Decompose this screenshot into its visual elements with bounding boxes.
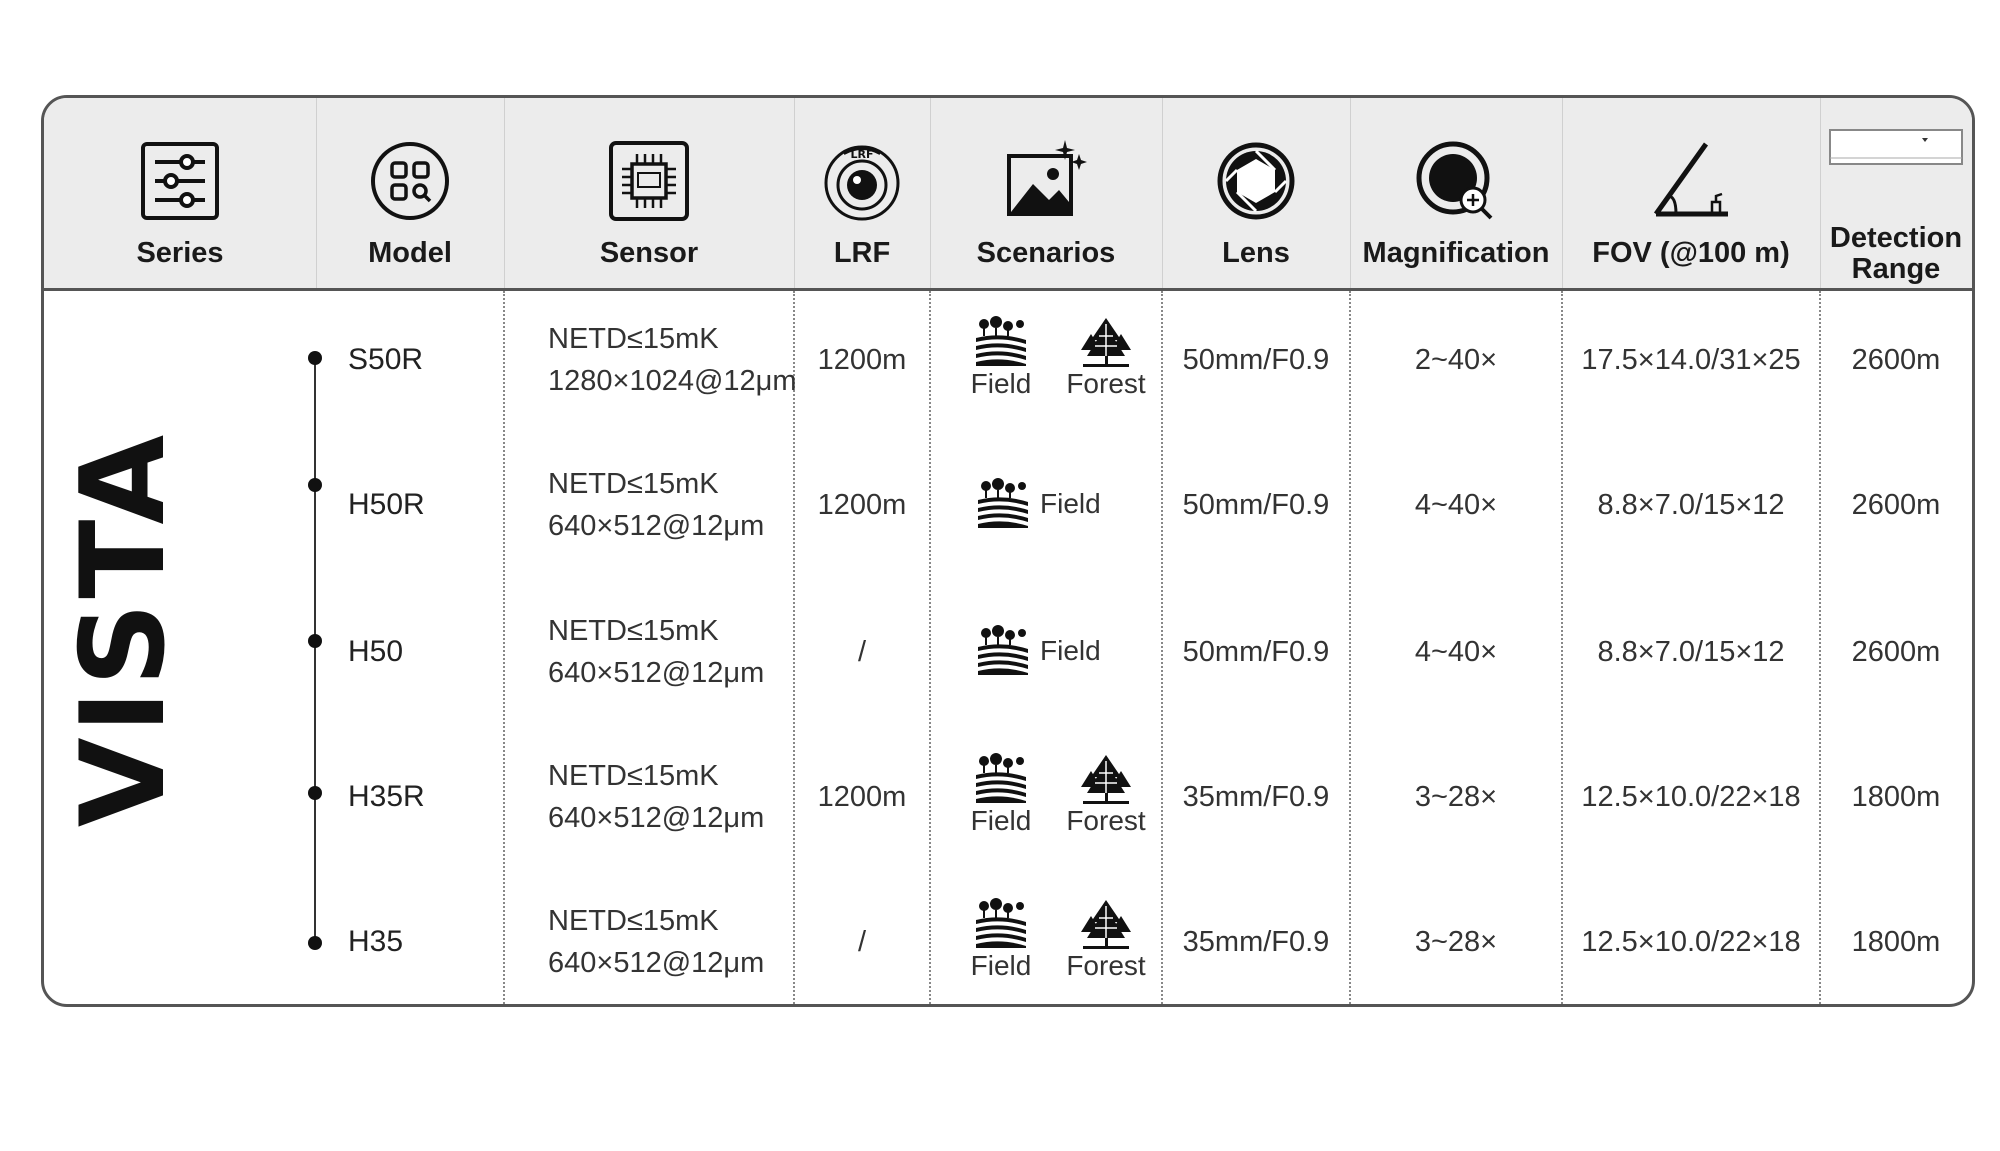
fov-cell: 8.8×7.0/15×12	[1597, 489, 1785, 521]
timeline-dot	[308, 786, 322, 800]
header-detection	[1820, 98, 1972, 288]
sensor-cell: NETD≤15mK 640×512@12μm	[548, 760, 765, 834]
model-cell: H50R	[348, 488, 425, 521]
sensor-cell: NETD≤15mK 640×512@12μm	[548, 905, 765, 979]
detection-cell: 2600m	[1851, 489, 1941, 521]
fov-cell: 8.8×7.0/15×12	[1597, 636, 1785, 668]
header-model	[316, 98, 504, 288]
scenario-field: Field	[976, 478, 1101, 530]
header-label-lrf: LRF	[833, 237, 891, 269]
field-icon	[976, 478, 1030, 530]
fov-angle-icon	[1650, 140, 1732, 222]
header-label-fov: FOV (@100 m)	[1592, 237, 1790, 269]
model-cell: H50	[348, 635, 404, 668]
header-lrf	[794, 98, 930, 288]
header-scenarios	[930, 98, 1162, 288]
field-icon	[974, 898, 1028, 950]
timeline-dot	[308, 936, 322, 950]
series-title: VISTA	[56, 430, 191, 828]
magnification-cell: 4~40×	[1414, 489, 1498, 521]
magnification-cell: 2~40×	[1414, 344, 1498, 376]
magnification-cell: 3~28×	[1414, 781, 1498, 813]
sensor-chip-icon	[608, 140, 690, 222]
detection-cell: 1800m	[1851, 781, 1941, 813]
scenario-image-icon	[1005, 140, 1087, 222]
model-cell: H35R	[348, 780, 425, 813]
model-timeline	[314, 356, 316, 943]
timeline-dot	[308, 351, 322, 365]
model-grid-icon	[369, 140, 451, 222]
header-label-sensor: Sensor	[599, 237, 699, 269]
field-icon	[976, 625, 1030, 677]
forest-icon	[1079, 898, 1133, 950]
header-label-scenarios: Scenarios	[976, 237, 1116, 269]
spec-table	[41, 95, 1975, 1007]
header-sensor	[504, 98, 794, 288]
detection-cell: 1800m	[1851, 926, 1941, 958]
lens-cell: 35mm/F0.9	[1182, 926, 1330, 958]
lens-cell: 50mm/F0.9	[1182, 489, 1330, 521]
lrf-cell: /	[857, 926, 867, 958]
aperture-icon	[1215, 140, 1297, 222]
table-header	[44, 98, 1972, 291]
field-icon	[974, 316, 1028, 368]
lens-cell: 50mm/F0.9	[1182, 636, 1330, 668]
detection-cell: 2600m	[1851, 344, 1941, 376]
header-label-detection: Detection Range	[1829, 222, 1963, 285]
fov-cell: 12.5×10.0/22×18	[1581, 781, 1801, 813]
magnification-cell: 3~28×	[1414, 926, 1498, 958]
scenario-forest: Forest	[1056, 898, 1156, 982]
lrf-icon	[821, 140, 903, 222]
field-icon	[974, 753, 1028, 805]
forest-icon	[1079, 316, 1133, 368]
timeline-dot	[308, 478, 322, 492]
fov-cell: 12.5×10.0/22×18	[1581, 926, 1801, 958]
scenario-forest: Forest	[1056, 753, 1156, 837]
svg-text:LRF: LRF	[850, 148, 874, 161]
lens-cell: 35mm/F0.9	[1182, 781, 1330, 813]
magnify-icon	[1415, 140, 1497, 222]
header-label-magnification: Magnification	[1362, 237, 1550, 269]
fov-cell: 17.5×14.0/31×25	[1581, 344, 1801, 376]
header-fov	[1562, 98, 1820, 288]
scenario-field: Field	[956, 898, 1046, 982]
lrf-cell: /	[857, 636, 867, 668]
model-cell: H35	[348, 925, 404, 958]
scenario-field: Field	[976, 625, 1101, 677]
sensor-cell: NETD≤15mK 640×512@12μm	[548, 468, 765, 542]
lens-cell: 50mm/F0.9	[1182, 344, 1330, 376]
scenario-field: Field	[956, 316, 1046, 400]
sliders-icon	[139, 140, 221, 222]
forest-icon	[1079, 753, 1133, 805]
magnification-cell: 4~40×	[1414, 636, 1498, 668]
header-label-lens: Lens	[1222, 237, 1290, 269]
scenario-field: Field	[956, 753, 1046, 837]
header-magnification	[1350, 98, 1562, 288]
range-ruler-icon	[1828, 126, 1964, 168]
sensor-cell: NETD≤15mK 640×512@12μm	[548, 615, 765, 689]
sensor-cell: NETD≤15mK 1280×1024@12μm	[548, 323, 797, 397]
header-series	[44, 98, 316, 288]
timeline-dot	[308, 634, 322, 648]
model-cell: S50R	[348, 343, 424, 376]
scenario-forest: Forest	[1056, 316, 1156, 400]
detection-cell: 2600m	[1851, 636, 1941, 668]
header-label-series: Series	[136, 237, 224, 269]
lrf-cell: 1200m	[817, 344, 907, 376]
header-lens	[1162, 98, 1350, 288]
lrf-cell: 1200m	[817, 489, 907, 521]
lrf-cell: 1200m	[817, 781, 907, 813]
header-label-model: Model	[368, 237, 452, 269]
